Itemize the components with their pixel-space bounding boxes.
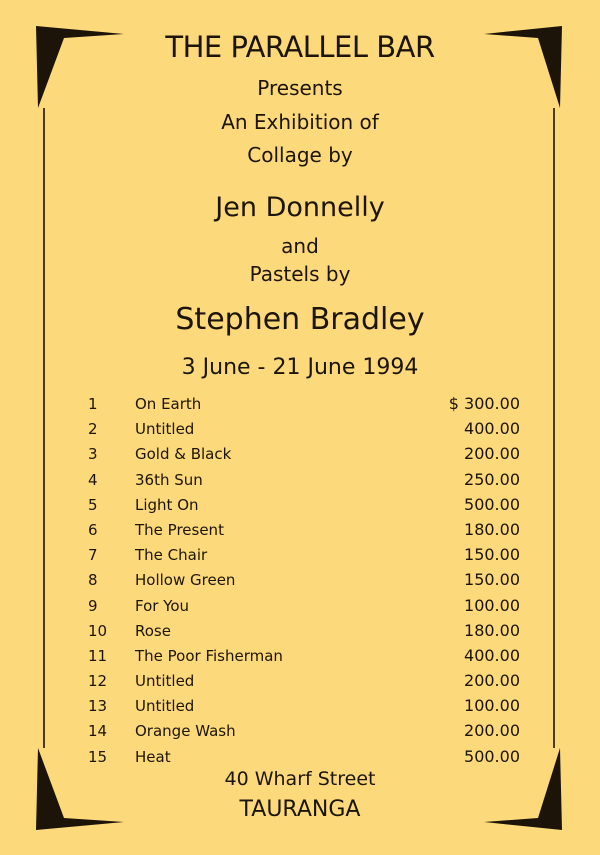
list-item [0, 520, 600, 545]
artwork-title: The Poor Fisherman [135, 646, 283, 665]
presents-text: Presents [257, 76, 343, 100]
artwork-title: 36th Sun [135, 470, 203, 489]
pastels-by-text: Pastels by [249, 262, 351, 286]
list-item [0, 646, 600, 671]
exhibition-text: An Exhibition of [221, 110, 379, 134]
artwork-number: 5 [88, 495, 98, 514]
artwork-title: On Earth [135, 395, 202, 413]
artwork-price: 100.00 [464, 595, 520, 615]
collage-by-text: Collage by [247, 143, 353, 167]
artwork-title: The Present [135, 520, 224, 539]
artwork-number: 2 [88, 420, 98, 439]
artwork-title: Untitled [135, 420, 195, 439]
list-item [0, 596, 600, 621]
artwork-number: 13 [88, 697, 108, 716]
artwork-number: 6 [88, 520, 98, 539]
artwork-number: 11 [88, 646, 108, 665]
exhibition-dates: 3 June - 21 June 1994 [181, 355, 419, 380]
artwork-number: 4 [88, 470, 98, 489]
artwork-price: 180.00 [464, 620, 520, 640]
artwork-title: Heat [135, 747, 171, 766]
list-item [0, 419, 600, 444]
list-item [0, 621, 600, 646]
artwork-price: 200.00 [464, 444, 520, 464]
artwork-price: $ 300.00 [448, 394, 520, 413]
artwork-price: 150.00 [464, 545, 520, 565]
artwork-number: 14 [88, 722, 108, 741]
and-text: and [281, 234, 319, 258]
artwork-title: Untitled [135, 672, 195, 691]
artwork-price: 400.00 [464, 645, 520, 665]
artwork-price: 200.00 [464, 721, 520, 741]
list-item [0, 671, 600, 696]
list-item [0, 545, 600, 570]
artwork-title: For You [135, 596, 190, 615]
artwork-number: 10 [88, 621, 108, 640]
artwork-price: 400.00 [464, 419, 520, 439]
artist-name-pastels: Stephen Bradley [175, 302, 425, 337]
artwork-title: Untitled [135, 697, 195, 716]
artwork-price: 200.00 [464, 671, 520, 691]
artwork-price: 100.00 [464, 696, 520, 716]
page-title: THE PARALLEL BAR [165, 30, 435, 64]
list-item [0, 721, 600, 746]
artwork-number: 8 [88, 571, 98, 590]
venue-town: TAURANGA [239, 797, 361, 822]
list-item [0, 696, 600, 721]
artwork-number: 15 [88, 747, 108, 766]
artwork-title: Light On [135, 495, 199, 514]
artwork-price: 180.00 [464, 519, 520, 539]
list-item [0, 570, 600, 595]
venue-street: 40 Wharf Street [224, 768, 376, 790]
list-item [0, 394, 600, 419]
list-item [0, 470, 600, 495]
artwork-title: Rose [135, 621, 171, 640]
list-item [0, 444, 600, 469]
artwork-number: 12 [88, 672, 108, 691]
list-item [0, 495, 600, 520]
artwork-number: 1 [88, 395, 98, 413]
artwork-title: Orange Wash [135, 722, 236, 741]
artwork-title: Hollow Green [135, 571, 236, 590]
artwork-number: 7 [88, 546, 98, 565]
artist-name-collage: Jen Donnelly [215, 192, 385, 223]
artwork-title: Gold & Black [135, 445, 232, 464]
artwork-list [0, 394, 600, 772]
artwork-number: 3 [88, 445, 98, 464]
artwork-title: The Chair [135, 546, 208, 565]
artwork-price: 250.00 [464, 469, 520, 489]
artwork-price: 150.00 [464, 570, 520, 590]
artwork-price: 500.00 [464, 494, 520, 514]
artwork-price: 500.00 [464, 746, 520, 766]
artwork-number: 9 [88, 596, 98, 615]
